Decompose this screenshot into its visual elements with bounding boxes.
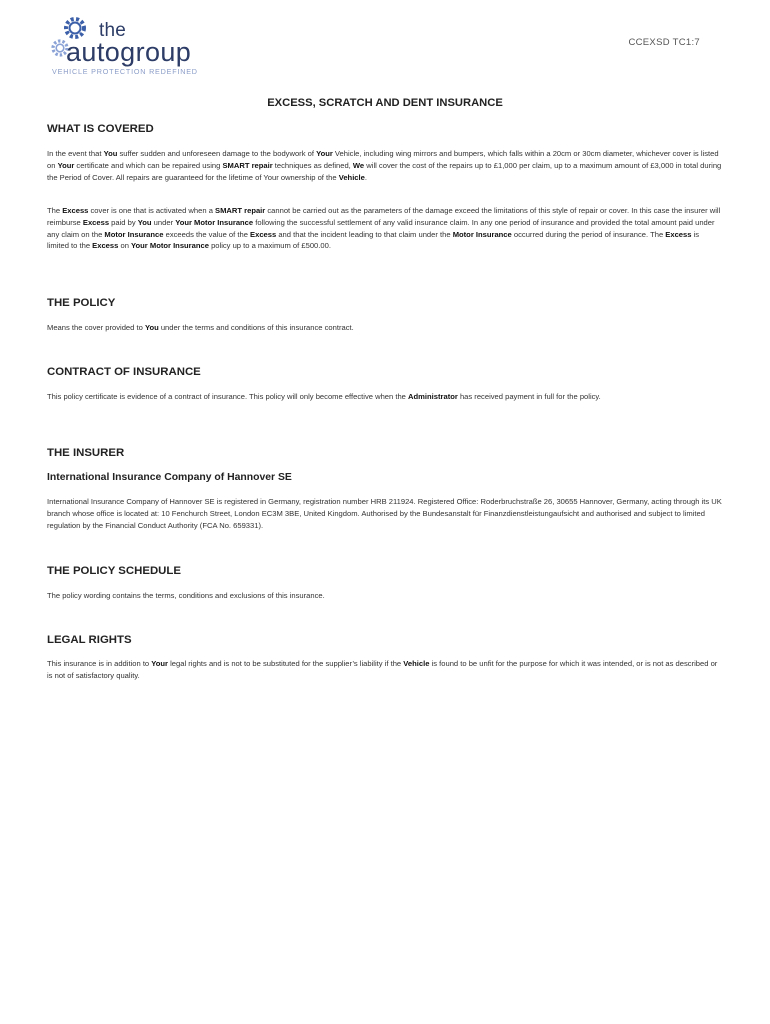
defined-term: Excess	[92, 241, 119, 251]
paragraph-schedule	[47, 590, 722, 602]
defined-term: SMART repair	[222, 160, 273, 170]
text-run: The	[47, 206, 63, 215]
defined-term: Vehicle	[403, 659, 430, 668]
defined-term: We	[352, 160, 365, 170]
defined-term: Administrator	[408, 392, 458, 401]
text-run: .	[364, 172, 367, 182]
paragraph-legal	[47, 658, 722, 682]
section-heading-the-insurer: THE INSURER	[47, 447, 125, 459]
defined-term: Excess	[665, 229, 692, 239]
section-heading-contract: CONTRACT OF INSURANCE	[47, 366, 201, 378]
text-run: is limited to the	[47, 229, 700, 251]
document-reference: CCEXSD TC1:7	[628, 37, 700, 48]
defined-term: Excess	[62, 206, 89, 215]
text-run: occurred during the period of insurance. The	[511, 229, 666, 239]
defined-term: Motor Insurance	[104, 229, 164, 239]
defined-term: Your Motor Insurance	[131, 241, 209, 251]
text-run: legal rights and is not to be substituted for the supplier’s liability if the	[168, 659, 404, 668]
logo-the-text: the	[99, 20, 127, 41]
defined-term: Excess	[250, 229, 277, 239]
defined-term: You	[103, 149, 118, 158]
text-run: cannot be carried out as the parameters of the damage exceed the limitations of this style of repair or cover. In this case the insurer will reimburse	[47, 206, 721, 227]
text-run: under the terms and conditions of this insurance contract.	[158, 323, 354, 332]
text-run: and that the incident leading to that claim under the	[276, 229, 453, 239]
defined-term: Motor Insurance	[452, 229, 512, 239]
text-run: policy up to a maximum of £500.00.	[208, 241, 331, 251]
text-run: has received payment in full for the policy.	[457, 392, 601, 401]
logo	[46, 16, 206, 78]
defined-term: You	[137, 217, 152, 227]
section-heading-legal-rights: LEGAL RIGHTS	[47, 634, 132, 646]
section-heading-what-is-covered: WHAT IS COVERED	[47, 123, 154, 135]
text-run: In the event that	[47, 149, 104, 158]
defined-term: SMART repair	[215, 206, 266, 215]
text-run: This insurance is in addition to	[47, 659, 152, 668]
text-run: is found to be unfit for the purpose for which it was intended, or is not as described or is not of satisfactory quality.	[47, 659, 718, 680]
paragraph-covered-2	[47, 205, 722, 252]
defined-term: Your	[151, 659, 168, 668]
text-run: techniques as defined,	[272, 160, 353, 170]
text-run: certificate and which can be repaired using	[74, 160, 223, 170]
insurer-name: International Insurance Company of Hannover SE	[47, 472, 292, 483]
logo-brand-text: autogroup	[66, 37, 192, 67]
text-run: under	[151, 217, 176, 227]
text-run: following the successful settlement of any valid insurance claim. In any one period of insurance and provided the total amount paid under any claim on the	[47, 217, 715, 239]
section-heading-the-policy: THE POLICY	[47, 297, 116, 309]
paragraph-insurer	[47, 496, 722, 531]
text-run: exceeds the value of the	[163, 229, 251, 239]
text-run: paid by	[109, 217, 138, 227]
text-run: Vehicle, including wing mirrors and bumpers, which falls within a 20cm or 30cm diameter, whichever cover is listed on	[47, 149, 719, 170]
paragraph-policy	[47, 322, 722, 334]
text-run: will cover the cost of the repairs up to £1,000 per claim, up to a maximum amount of £3,000 in total during the Period of Cover. All repairs are guaranteed for the lifetime of Your ownership of the	[47, 160, 722, 182]
defined-term: Excess	[82, 217, 110, 227]
defined-term: Your	[316, 149, 333, 158]
defined-term: Your	[57, 160, 75, 170]
paragraph-covered-1	[47, 148, 722, 183]
document-title: EXCESS, SCRATCH AND DENT INSURANCE	[267, 97, 503, 109]
text-run: The policy wording contains the terms, conditions and exclusions of this insurance.	[47, 591, 325, 600]
text-run: This policy certificate is evidence of a contract of insurance. This policy will only become effective when the	[47, 392, 409, 401]
text-run: on	[118, 241, 132, 251]
defined-term: Vehicle	[338, 172, 365, 182]
text-run: cover is one that is activated when a	[88, 206, 216, 215]
section-heading-policy-schedule: THE POLICY SCHEDULE	[47, 565, 181, 577]
paragraph-contract	[47, 391, 722, 403]
defined-term: Your Motor Insurance	[175, 217, 254, 227]
text-run: suffer sudden and unforeseen damage to the bodywork of	[117, 149, 317, 158]
text-run: International Insurance Company of Hannover SE is registered in Germany, registration number HRB 211924. Registered Office: Roderbruchstraße 26, 30655 Hannover, Germany, acting through its UK branch whose office is located at: 10 Fenchurch Street, London EC3M 3BE, United Kingdom. Authorised by the Bundesanstalt für Finanzdienstleistungaufsicht and authorised and subject to limited regulation by the Financial Conduct Authority (FCA No. 659331).	[47, 497, 722, 530]
logo-tagline: VEHICLE PROTECTION REDEFINED	[52, 67, 198, 76]
defined-term: You	[144, 323, 159, 332]
text-run: Means the cover provided to	[47, 323, 145, 332]
